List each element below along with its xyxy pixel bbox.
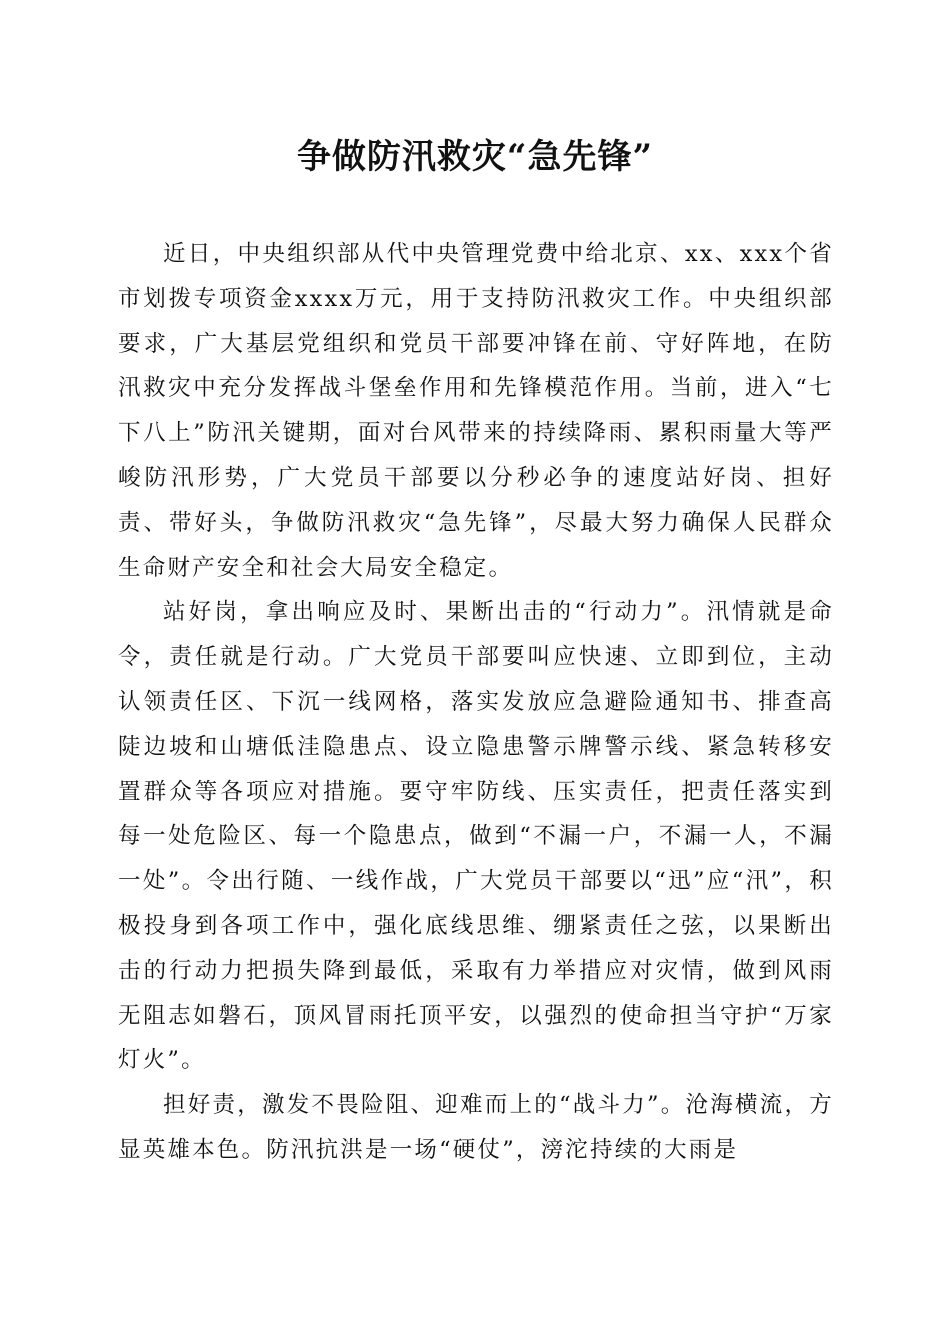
paragraph-intro: 近日，中央组织部从代中央管理党费中给北京、xx、xxx个省市划拨专项资金xxxx万元，用于支持防汛救灾工作。中央组织部要求，广大基层党组织和党员干部要冲锋在前、守好阵地，在防汛救灾中充分发挥战斗堡垒作用和先锋模范作用。当前，进入“七下八上”防汛关键期，面对台风带来的持续降雨、累积雨量大等严峻防汛形势，广大党员干部要以分秒必争的速度站好岗、担好责、带好头，争做防汛救灾“急先锋”，尽最大努力确保人民群众生命财产安全和社会大局安全稳定。 (118, 241, 834, 581)
paragraph-stand-post: 站好岗，拿出响应及时、果断出击的“行动力”。汛情就是命令，责任就是行动。广大党员干部要叫应快速、立即到位，主动认领责任区、下沉一线网格，落实发放应急避险通知书、排查高陡边坡和山塘低洼隐患点、设立隐患警示牌警示线、紧急转移安置群众等各项应对措施。要守牢防线、压实责任，把责任落实到每一处危险区、每一个隐患点，做到“不漏一户，不漏一人，不漏一处”。令出行随、一线作战，广大党员干部要以“迅”应“汛”，积极投身到各项工作中，强化底线思维、绷紧责任之弦，以果断出击的行动力把损失降到最低，采取有力举措应对灾情，做到风雨无阻志如磐石，顶风冒雨托顶平安，以强烈的使命担当守护“万家灯火”。 (118, 599, 834, 1074)
document-body (118, 232, 834, 1173)
document-title: 争做防汛救灾“急先锋” (296, 137, 654, 177)
paragraph-take-responsibility: 担好责，激发不畏险阻、迎难而上的“战斗力”。沧海横流，方显英雄本色。防汛抗洪是一场“硬仗”，滂沱持续的大雨是 (118, 1092, 834, 1163)
